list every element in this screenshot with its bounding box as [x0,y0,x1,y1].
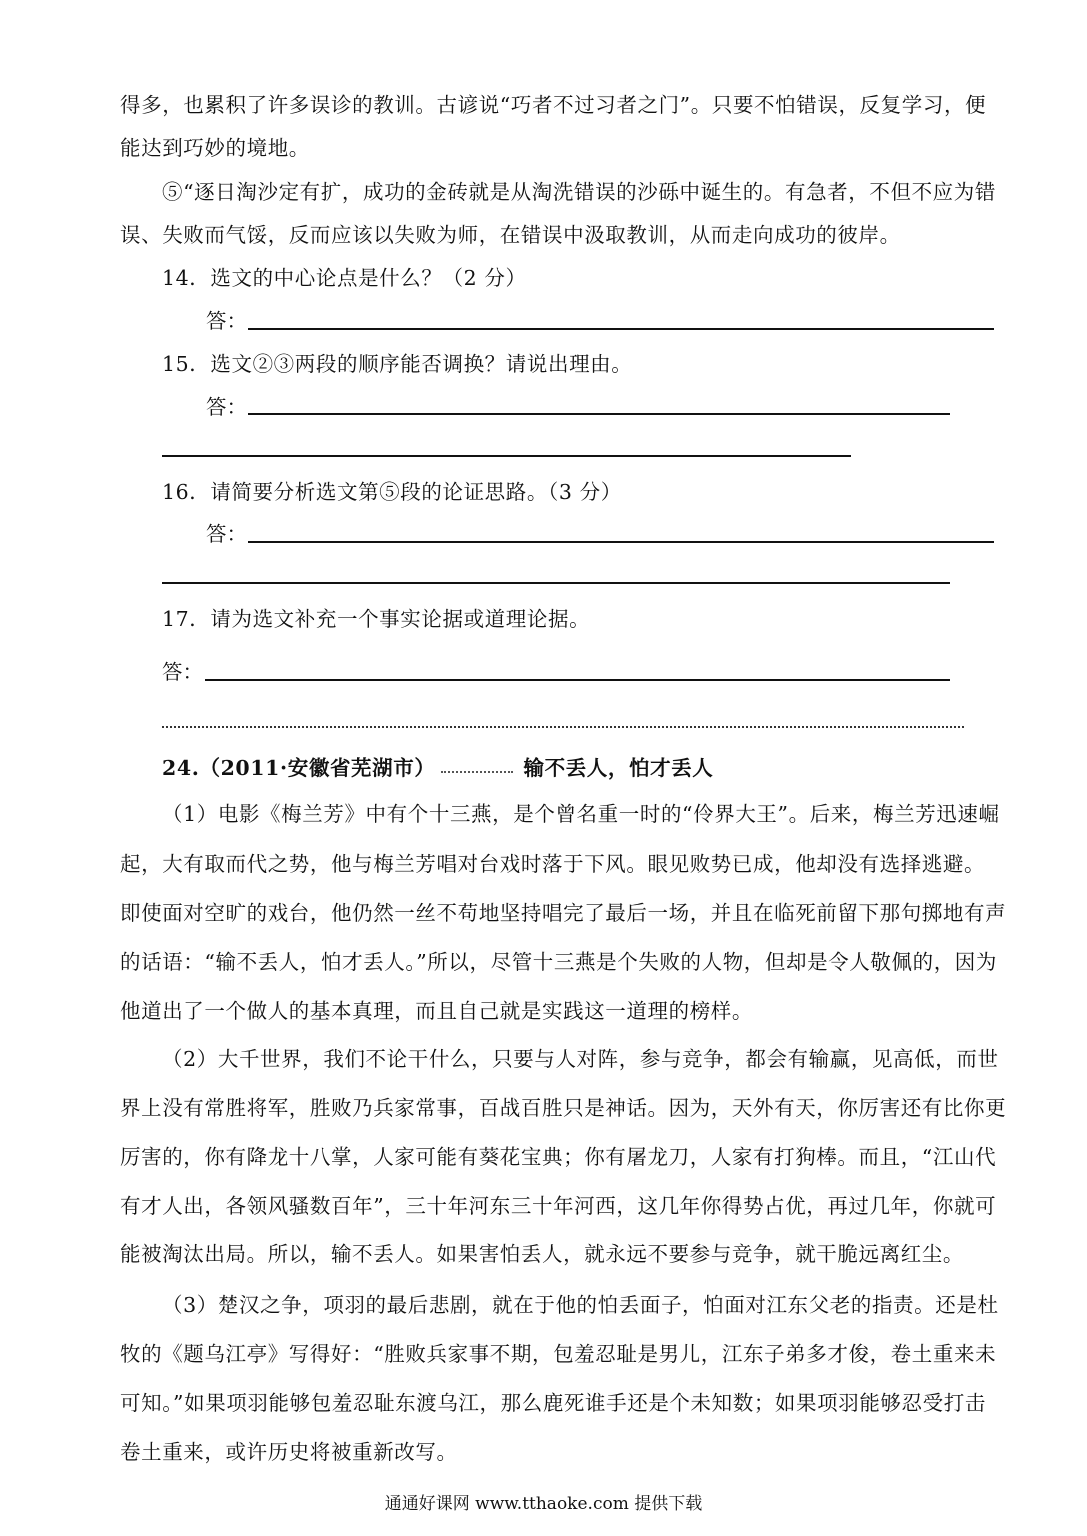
passage-line: 起，大有取而代之势，他与梅兰芳唱对台戏时落于下风。眼见败势已成，他却没有选择逃避。 [120,852,986,876]
passage-line: 得多，也累积了许多误诊的教训。古谚说“巧者不过习者之门”。只要不怕错误，反复学习，便 [120,93,987,117]
passage-line: 他道出了一个做人的基本真理，而且自己就是实践这一道理的榜样。 [120,999,753,1023]
passage-line: 能被淘汰出局。所以，输不丢人。如果害怕丢人，就永远不要参与竞争，就干脆远离红尘。 [120,1242,964,1266]
passage-line: 界上没有常胜将军，胜败乃兵家常事，百战百胜只是神话。因为，天外有天，你厉害还有比你更 [120,1096,1007,1120]
section-source: （2011·安徽省芜湖市） [199,756,436,780]
answer-line-16a[interactable] [248,541,994,543]
answer-label: 答： [206,522,247,546]
section-heading [162,754,713,782]
answer-line-16b[interactable] [162,582,950,584]
answer-line-17b[interactable] [162,726,964,728]
question-16: 16．请简要分析选文第⑤段的论证思路。（3 分） [162,480,622,504]
answer-label: 答： [206,395,247,419]
answer-label: 答： [206,309,247,333]
question-15: 15．选文②③两段的顺序能否调换？请说出理由。 [162,352,633,376]
passage-line: 厉害的，你有降龙十八掌，人家可能有葵花宝典；你有屠龙刀，人家有打狗棒。而且，“江山代 [120,1145,997,1169]
passage-line: 误、失败而气馁，反而应该以失败为师，在错误中汲取教训，从而走向成功的彼岸。 [120,223,901,247]
passage-line: 有才人出，各领风骚数百年”，三十年河东三十年河西，这几年你得势占优，再过几年，你就可 [120,1194,997,1218]
answer-line-15a[interactable] [248,413,950,415]
passage-line: 可知。”如果项羽能够包羞忍耻东渡乌江，那么鹿死谁手还是个未知数；如果项羽能够忍受打击 [120,1391,986,1415]
passage-line: 能达到巧妙的境地。 [120,136,310,160]
section-number: 24. [162,756,200,780]
passage-line: ⑤“逐日淘沙定有扩，成功的金砖就是从淘洗错误的沙砾中诞生的。有急者，不但不应为错 [162,180,996,204]
passage-line: （3）楚汉之争，项羽的最后悲剧，就在于他的怕丢面子，怕面对江东父老的指责。还是杜 [162,1293,999,1317]
passage-line: 牧的《题乌江亭》写得好：“胜败兵家事不期，包羞忍耻是男儿，江东子弟多才俊，卷土重来未 [120,1342,997,1366]
answer-line-14[interactable] [248,328,994,330]
page-footer: 通通好课网 www.tthaoke.com 提供下载 [384,1494,703,1514]
passage-line: 卷土重来，或许历史将被重新改写。 [120,1440,458,1464]
answer-line-17a[interactable] [205,679,950,681]
question-17: 17．请为选文补充一个事实论据或道理论据。 [162,607,591,631]
dotted-leader [441,767,513,773]
section-title: 输不丢人，怕才丢人 [523,756,714,780]
passage-line: （2）大千世界，我们不论干什么，只要与人对阵，参与竞争，都会有输赢，见高低，而世 [162,1047,999,1071]
answer-line-15b[interactable] [162,455,851,457]
passage-line: （1）电影《梅兰芳》中有个十三燕，是个曾名重一时的“伶界大王”。后来，梅兰芳迅速崛 [162,802,1000,826]
question-14: 14．选文的中心论点是什么？（2 分） [162,266,527,290]
passage-line: 的话语：“输不丢人，怕才丢人。”所以，尽管十三燕是个失败的人物，但却是令人敬佩的，因为 [120,950,998,974]
answer-label: 答： [162,660,203,684]
passage-line: 即使面对空旷的戏台，他仍然一丝不苟地坚持唱完了最后一场，并且在临死前留下那句掷地有声 [120,901,1007,925]
